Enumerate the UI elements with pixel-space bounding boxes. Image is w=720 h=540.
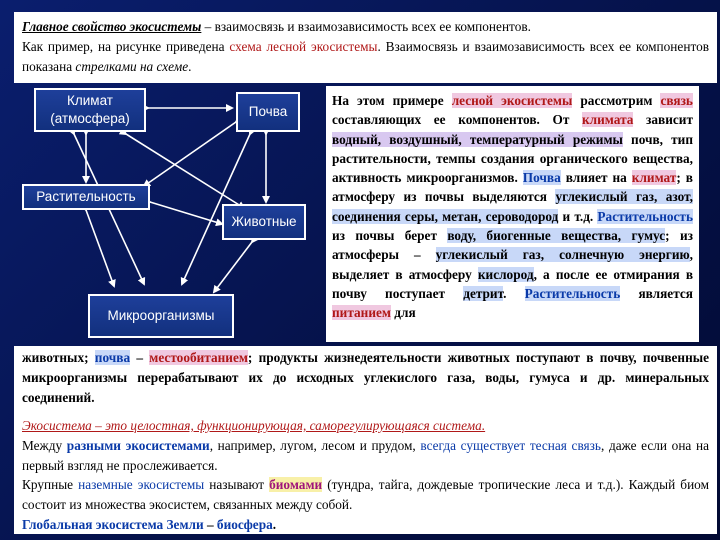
rt-nutrients: воду, биогенные вещества, гумус — [447, 228, 666, 244]
rt-11: влияет на — [560, 170, 632, 186]
bt-biomes: биомами — [269, 477, 323, 493]
rt-5: составляющих ее компонентов. От — [332, 112, 583, 128]
mt-habitat: местообитанием — [149, 350, 248, 365]
bt-13: – — [203, 516, 217, 532]
rt-19: ; из атмосферы – — [332, 228, 693, 263]
mt-3: – — [130, 350, 150, 365]
rt-soil: Почва — [522, 170, 561, 186]
rt-regimes: водный, воздушный, температурный режимы — [332, 131, 623, 147]
rt-25: . — [503, 285, 525, 301]
arrow-plants-microbes — [86, 210, 114, 286]
rt-23: , а после ее отмирания в почву поступает — [332, 266, 693, 301]
bt-9: называют — [204, 477, 270, 493]
rt-13: ; в атмосферу из почвы выделяются — [332, 170, 693, 205]
bt-11: (тундра, тайга, дождевые тропические леса и т.д.). Каждый биом состоит из множества экосистем, связанных между собой. — [22, 477, 709, 513]
node-climate: Климат (атмосфера) — [34, 88, 146, 132]
rt-15: и т.д. — [558, 208, 598, 224]
bt-different-ecosystems: разными экосистемами — [66, 437, 210, 453]
middle-text-panel — [14, 346, 717, 412]
rt-forest-ecosystem: лесной экосистемы — [451, 93, 573, 108]
rt-29: для — [390, 305, 416, 321]
rt-link: связь — [660, 93, 693, 108]
arrow-animals-microbes — [214, 242, 252, 292]
right-text-panel — [326, 86, 699, 342]
node-microbes: Микроорганизмы — [88, 294, 234, 338]
rt-gases: углекислый газ, азот, соединения серы, метан, сероводород — [332, 189, 693, 224]
bt-7: Крупные — [22, 477, 79, 493]
bt-6: , даже если она на первый взгляд не прослеживается. — [22, 437, 709, 473]
intro-highlight: схема лесной экосистемы — [229, 39, 378, 54]
rt-climate: климата — [582, 112, 634, 128]
bt-close-link: всегда существует тесная связь — [420, 437, 601, 453]
arrow-plants-animals — [150, 202, 222, 224]
intro-period: . — [188, 59, 192, 74]
bottom-text-panel — [14, 412, 717, 534]
rt-17: из почвы берет — [332, 228, 448, 244]
bt-2: Между — [22, 437, 67, 453]
intro-text-2: . Взаимосвязь и взаимозависимость всех ее компонентов показана — [22, 39, 710, 74]
intro-arrows-phrase: стрелками на схеме — [75, 59, 189, 74]
node-soil: Почва — [236, 92, 300, 132]
bt-land-ecosystems: наземные экосистемы — [78, 477, 205, 493]
node-plants: Растительность — [22, 184, 150, 210]
rt-climate-2: климат — [631, 170, 677, 186]
mt-1: животных; — [22, 350, 95, 365]
rt-detritus: детрит — [463, 285, 504, 301]
intro-lead: Главное свойство экосистемы — [22, 19, 202, 34]
bt-definition: Экосистема – это целостная, функционирующая, саморегулирующаяся система. — [22, 418, 486, 433]
intro-panel — [14, 12, 717, 83]
intro-rest: – взаимосвязь и взаимозависимость всех ее компонентов. — [201, 19, 531, 34]
bt-4: , например, лугом, лесом и прудом, — [209, 437, 421, 453]
rt-plants-2: Растительность — [524, 285, 621, 301]
rt-oxygen: кислород — [477, 266, 534, 282]
intro-text: Как пример, на рисунке приведена — [22, 39, 230, 54]
rt-plants: Растительность — [597, 208, 693, 224]
rt-27: является — [620, 285, 693, 301]
rt-7: зависит — [633, 112, 693, 128]
rt-1: На этом примере — [332, 93, 452, 108]
rt-21: , выделяет в атмосферу — [332, 247, 693, 282]
bt-global-ecosystem: Глобальная экосистема Земли — [22, 516, 204, 532]
bt-15: . — [272, 516, 277, 532]
ecosystem-diagram — [14, 86, 322, 342]
mt-soil: почва — [94, 350, 131, 365]
node-animals: Животные — [222, 204, 306, 240]
rt-3: рассмотрим — [572, 93, 661, 108]
rt-9: почв, тип растительности, темпы создания органического вещества, активность микроорганизмов. — [332, 131, 693, 186]
mt-5: ; продукты жизнедеятельности животных поступают в почву, почвенные микроорганизмы перерабатывают их до исходных углекислого газа, воды, гумуса и др. минеральных соединений. — [22, 350, 710, 405]
rt-food: питанием — [332, 305, 391, 321]
bt-biosphere: биосфера — [216, 516, 273, 532]
rt-co2-sun: углекислый газ, солнечную энергию — [435, 247, 690, 263]
